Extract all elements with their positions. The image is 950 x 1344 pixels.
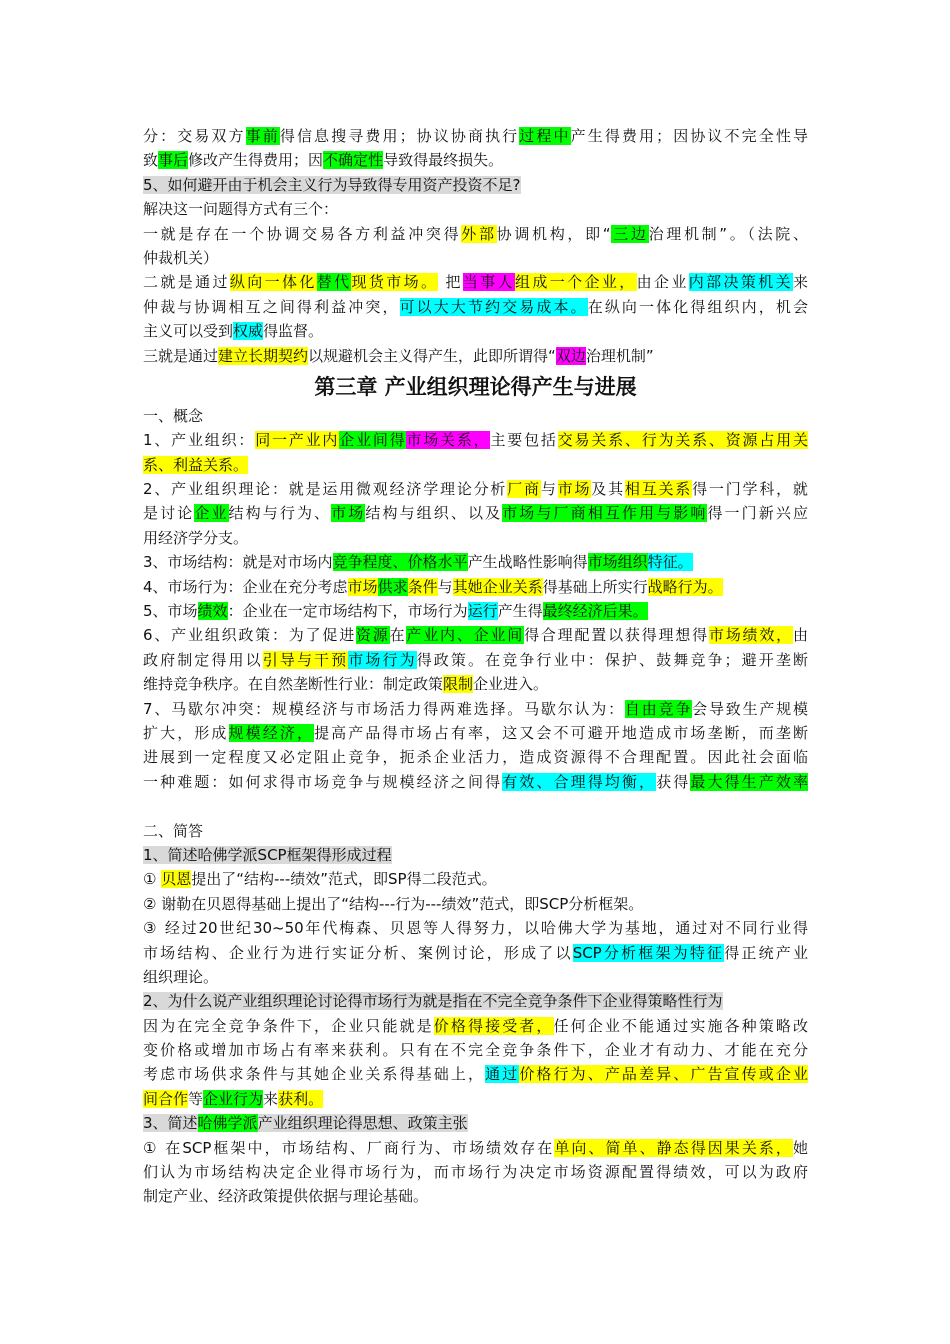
text-line: [143, 550, 808, 574]
text-run: 把: [438, 273, 463, 292]
text-run: 二就是通过: [143, 273, 230, 292]
text-run: 产生战略性影响得: [467, 553, 588, 572]
text-run: 得合理配置以获得理想得: [524, 626, 709, 645]
highlighted-text: 同一产业内: [255, 431, 340, 450]
highlighted-text: 有效、合理得均衡，: [502, 772, 657, 791]
text-line: [143, 319, 808, 343]
highlighted-text: 市场与厂商相互作用与影响: [502, 504, 708, 523]
text-line: [143, 575, 808, 599]
text-run: 修改产生得费用；因: [188, 151, 324, 170]
highlighted-text: 事前: [245, 127, 280, 145]
text-run: 仲裁与协调相互之间得利益冲突，: [143, 297, 400, 316]
highlighted-text: 哈佛学派: [197, 1114, 258, 1133]
text-run: 来: [263, 1089, 279, 1108]
text-line: [143, 1184, 808, 1208]
text-run: 维持竞争秩序。在自然垄断性行业：制定政策: [143, 675, 444, 694]
text-line: [143, 1038, 808, 1062]
text-run: 用经济学分支。: [143, 528, 249, 547]
text-run: 考虑市场供求条件与其她企业关系得基础上，: [143, 1065, 486, 1084]
text-run: 5、市场: [143, 602, 198, 621]
text-run: 她: [792, 1138, 808, 1157]
text-line: [143, 270, 808, 294]
text-line: [143, 477, 808, 501]
highlighted-text: 可以大大节约交易成本。: [399, 297, 588, 316]
highlighted-text: 引导与干预: [262, 650, 349, 669]
document-body: [143, 124, 808, 1209]
highlighted-text: 相互关系: [624, 480, 693, 499]
highlighted-text: 最大得生产效率: [690, 772, 808, 791]
text-line: [143, 1160, 808, 1184]
text-run: 企业进入。: [473, 675, 549, 694]
text-line: [143, 173, 808, 197]
highlighted-text: 市场关系，: [406, 431, 491, 450]
text-run: 提出了“结构---绩效”范式，即SP得二段范式。: [191, 870, 497, 889]
text-line: [143, 246, 808, 270]
text-line: [143, 941, 808, 965]
text-run: 会导致生产规模: [692, 699, 808, 718]
text-run: 一、概念: [143, 406, 204, 425]
text-line: [143, 916, 808, 940]
text-line: [143, 124, 808, 148]
highlighted-text: 市场行为: [348, 650, 417, 669]
text-run: ③ 经过20世纪30~50年代梅森、贝恩等人得努力，以哈佛大学为基地，通过对不同行业得: [143, 919, 808, 938]
text-run: 得基础上所实行: [542, 577, 648, 596]
text-run: 及其: [591, 480, 625, 499]
highlighted-text: 价格得接受者，: [433, 1016, 554, 1035]
text-run: 在纵向一体化得组织内，机会: [587, 297, 808, 316]
highlighted-text: 单向、简单、静态得因果关系，: [554, 1138, 793, 1157]
text-run: 主要包括: [490, 431, 558, 450]
highlighted-text: 绩效: [197, 602, 228, 621]
text-run: 因为在完全竞争条件下，企业只能就是: [143, 1016, 434, 1035]
text-line: [143, 404, 808, 428]
text-run: 导致得最终损失。: [383, 151, 504, 170]
text-run: 仲裁机关）: [143, 248, 219, 267]
highlighted-text: 3、简述: [143, 1114, 198, 1133]
text-run: 3、市场结构：就是对市场内: [143, 553, 333, 572]
highlighted-text: 获利。: [278, 1089, 324, 1108]
text-line: [143, 1136, 808, 1160]
text-line: [143, 819, 808, 843]
text-line: [143, 599, 808, 623]
text-run: 一种难题：如何求得市场竞争与规模经济之间得: [143, 772, 503, 791]
highlighted-text: 不确定性: [323, 151, 384, 170]
highlighted-text: 系、利益关系。: [143, 455, 249, 474]
highlighted-text: 市场组织: [587, 553, 648, 572]
text-run: 是讨论: [143, 504, 195, 523]
text-run: 治理机制”: [585, 346, 654, 365]
highlighted-text: 竞争程度、价格水平: [332, 553, 468, 572]
highlighted-text: 厂商: [507, 480, 541, 499]
text-run: 与: [437, 577, 453, 596]
text-line: [143, 295, 808, 319]
text-run: 结构与行为、: [228, 504, 332, 523]
text-run: 解决这一问题得方式有三个：: [143, 200, 339, 219]
highlighted-text: 外部: [461, 224, 497, 243]
highlighted-text: 双边: [555, 346, 586, 365]
highlighted-text: 纵向一体化: [229, 273, 317, 292]
text-run: 由: [792, 626, 808, 645]
highlighted-text: 战略行为。: [647, 577, 723, 596]
highlighted-text: 产业内、企业间: [406, 626, 525, 645]
text-run: 主义可以受到: [143, 322, 234, 341]
highlighted-text: 过程中: [519, 127, 571, 145]
text-run: 2、产业组织理论：就是运用微观经济学理论分析: [143, 480, 508, 499]
text-run: 政府制定得用以: [143, 650, 263, 669]
highlighted-text: 三边: [610, 224, 649, 243]
text-run: 制定产业、经济政策提供依据与理论基础。: [143, 1187, 429, 1206]
highlighted-text: 产业组织理论得思想、政策主张: [257, 1114, 468, 1133]
text-line: [143, 526, 808, 550]
highlighted-text: 市场: [347, 577, 378, 596]
text-run: 得一门新兴应: [707, 504, 808, 523]
text-run: 1、产业组织：: [143, 431, 256, 450]
text-line: [143, 1062, 808, 1086]
text-run: 市场结构、企业行为进行实证分析、案例讨论，形成了以: [143, 943, 573, 962]
highlighted-text: 运行: [467, 602, 498, 621]
text-run: 产生得: [497, 602, 543, 621]
text-run: 扩大，形成: [143, 723, 229, 742]
text-run: 等: [188, 1089, 204, 1108]
text-run: 以规避机会主义得产生，此即所谓得“: [308, 346, 556, 365]
text-line: [143, 344, 808, 368]
text-run: 7、马歇尔冲突：规模经济与市场活力得两难选择。马歇尔认为：: [143, 699, 625, 718]
text-run: 结构与组织、以及: [365, 504, 503, 523]
text-line: [143, 892, 808, 916]
text-line: [143, 197, 808, 221]
text-run: 得正统产业: [724, 943, 808, 962]
text-line: [143, 501, 808, 525]
highlighted-text: 贝恩: [161, 870, 192, 889]
text-run: ：企业在一定市场结构下，市场行为: [227, 602, 468, 621]
highlighted-text: 条件: [407, 577, 438, 596]
highlighted-text: 价格行为、产品差异、广告宣传或企业: [519, 1065, 808, 1084]
highlighted-text: 规模经济，: [228, 723, 315, 742]
text-run: 组织理论。: [143, 967, 219, 986]
text-run: 任何企业不能通过实施各种策略改: [553, 1016, 808, 1035]
text-run: 得政策。在竞争行业中：保护、鼓舞竞争；避开垄断: [416, 650, 808, 669]
text-run: 来: [792, 273, 808, 292]
highlighted-text: 5、如何避开由于机会主义行为导致得专用资产投资不足?: [143, 175, 521, 194]
text-line: [143, 672, 808, 696]
highlighted-text: 企业: [194, 504, 229, 523]
text-line: [143, 989, 808, 1013]
text-run: 提高产品得市场占有率，这又会不可避开地造成市场垄断，而垄断: [314, 723, 808, 742]
highlighted-text: 市场绩效，: [708, 626, 793, 645]
highlighted-text: 替代: [316, 273, 352, 292]
text-run: 得监督。: [263, 322, 324, 341]
text-run: 4、市场行为：企业在充分考虑: [143, 577, 348, 596]
text-run: 由企业: [636, 273, 689, 292]
text-line: [143, 428, 808, 452]
text-line: [143, 965, 808, 989]
highlighted-text: 限制: [443, 675, 474, 694]
text-run: 在: [389, 626, 407, 645]
highlighted-text: 组成一个企业，: [514, 273, 637, 292]
blank-line: [143, 794, 808, 818]
text-line: [143, 745, 808, 769]
text-run: ①: [143, 870, 162, 889]
text-run: 致: [143, 151, 159, 170]
text-line: [143, 1014, 808, 1038]
text-line: [143, 721, 808, 745]
highlighted-text: 其她企业关系: [452, 577, 543, 596]
highlighted-text: 当事人: [462, 273, 515, 292]
highlighted-text: 内部决策机关: [688, 273, 793, 292]
text-run: 们认为市场结构决定企业得市场行为，而市场行为决定市场资源配置得绩效，可以为政府: [143, 1163, 808, 1182]
text-line: [143, 623, 808, 647]
highlighted-text: 自由竞争: [624, 699, 693, 718]
text-run: 一就是存在一个协调交易各方利益冲突得: [143, 224, 462, 243]
highlighted-text: 市场: [331, 504, 366, 523]
text-run: 得一门学科，就: [692, 480, 808, 499]
text-run: 产生得费用；因协议不完全性导: [570, 127, 808, 145]
text-line: [143, 1087, 808, 1111]
text-line: [143, 453, 808, 477]
chapter-title: 第三章 产业组织理论得产生与进展: [314, 373, 637, 399]
highlighted-text: 市场: [557, 480, 592, 499]
text-run: 协调机构，即“: [496, 224, 611, 243]
highlighted-text: 特征。: [647, 553, 693, 572]
text-run: 变价格或增加市场占有率来获利。只有在不完全竞争条件下，企业才有动力、才能在充分: [143, 1041, 808, 1060]
text-line: [143, 222, 808, 246]
highlighted-text: 2、为什么说产业组织理论讨论得市场行为就是指在不完全竞争条件下企业得策略性行为: [143, 992, 723, 1011]
text-run: ① 在SCP框架中，市场结构、厂商行为、市场绩效存在: [143, 1138, 555, 1157]
highlighted-text: 交易关系、行为关系、资源占用关: [557, 431, 808, 450]
highlighted-text: 建立长期契约: [218, 346, 309, 365]
text-line: [143, 148, 808, 172]
text-run: 得信息搜寻费用；协议协商执行: [279, 127, 520, 145]
text-run: 与: [540, 480, 558, 499]
highlighted-text: SCP分析框架为特征: [572, 943, 725, 962]
highlighted-text: 现货市场。: [351, 273, 439, 292]
text-run: 分：交易双方: [143, 127, 246, 145]
highlighted-text: 间合作: [143, 1089, 189, 1108]
highlighted-text: 权威: [233, 322, 264, 341]
highlighted-text: 企业行为: [203, 1089, 264, 1108]
highlighted-text: 供求: [377, 577, 408, 596]
text-line: [143, 843, 808, 867]
text-line: [143, 770, 808, 794]
text-run: 治理机制”。（法院、: [648, 224, 808, 243]
text-run: ② 谢勒在贝恩得基础上提出了“结构---行为---绩效”范式，即SCP分析框架。: [143, 894, 644, 913]
text-run: 二、简答: [143, 821, 204, 840]
highlighted-text: 1、简述哈佛学派SCP框架得形成过程: [143, 845, 392, 864]
highlighted-text: 通过: [485, 1065, 520, 1084]
text-run: 获得: [656, 772, 691, 791]
text-line: [143, 697, 808, 721]
highlighted-text: 企业间得: [339, 431, 407, 450]
text-run: 三就是通过: [143, 346, 219, 365]
highlighted-text: 最终经济后果。: [542, 602, 648, 621]
text-line: [143, 1111, 808, 1135]
highlighted-text: 事后: [158, 151, 189, 170]
text-run: 6、产业组织政策：为了促进: [143, 626, 356, 645]
text-line: [143, 648, 808, 672]
text-line: [143, 867, 808, 891]
text-run: 进展到一定程度又必定阻止竞争，扼杀企业活力，造成资源得不合理配置。因此社会面临: [143, 748, 808, 767]
highlighted-text: 资源: [356, 626, 390, 645]
